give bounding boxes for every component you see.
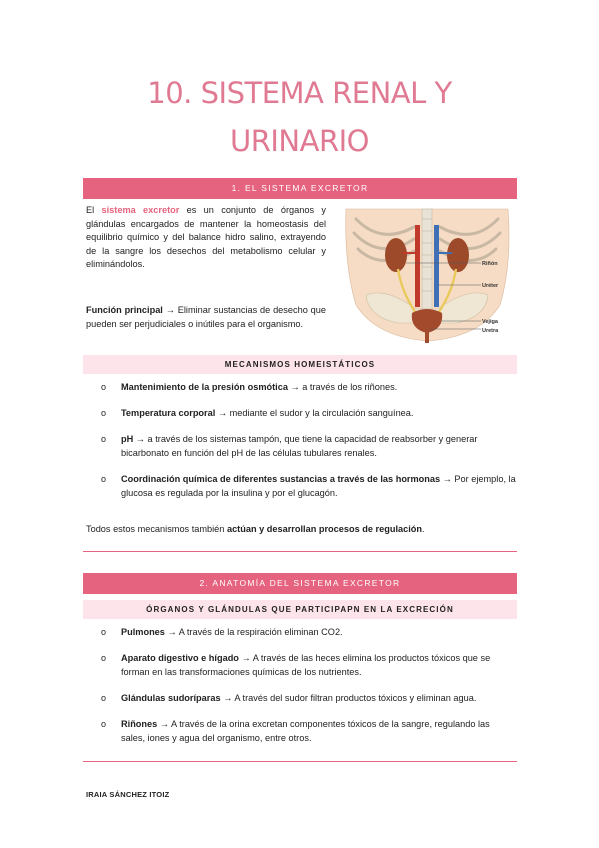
organ-text: → A través de la orina excretan componentes tóxicos de la sangre, regulando las sales, iones y agua del organismo, entre otros.: [121, 719, 490, 743]
function-label: Función principal: [86, 305, 163, 315]
author-footer: IRAIA SÁNCHEZ ITOIZ: [86, 790, 170, 799]
intro-paragraph: [86, 204, 326, 272]
section2-banner: 2. ANATOMÍA DEL SISTEMA EXCRETOR: [83, 573, 517, 594]
closing-paragraph: [86, 523, 516, 537]
bullet-icon: o: [101, 474, 107, 484]
organ-text: → A través de la respiración eliminan CO2.: [164, 627, 343, 637]
organ-item: [86, 718, 516, 745]
organ-item: [86, 692, 516, 706]
intro-post: es un conjunto de órganos y glándulas encargados de mantener la homeostasis del equilibrio químico y del balance hidro salino, extrayendo de la sangre los desechos del metabolismo celular y eliminándolos.: [86, 205, 326, 270]
page-title-line1: 10. SISTEMA RENAL Y: [147, 76, 452, 110]
mechanism-item: [86, 407, 516, 421]
function-paragraph: [86, 304, 326, 331]
mechanism-item: [86, 473, 516, 500]
intro-pre: El: [86, 205, 102, 215]
mechanism-text: → Por ejemplo, la glucosa es regulada por la insulina y por el glucagón.: [121, 474, 516, 498]
mechanisms-header: MECANISMOS HOMEISTÁTICOS: [83, 355, 517, 374]
bullet-icon: o: [101, 719, 107, 729]
bullet-icon: o: [101, 627, 107, 637]
organs-header: ÓRGANOS Y GLÁNDULAS QUE PARTICIPAPN EN LA EXCRECIÓN: [83, 600, 517, 619]
organ-text: → A través de las heces elimina los productos tóxicos que se forman en las transformaciones químicas de los nutrientes.: [121, 653, 491, 677]
divider: [83, 551, 517, 552]
organ-bold: Glándulas sudoríparas: [121, 693, 221, 703]
closing-post: .: [422, 524, 425, 534]
section1-banner: 1. EL SISTEMA EXCRETOR: [83, 178, 517, 199]
urethra-label: Uretra: [482, 328, 499, 334]
function-text: → Eliminar sustancias de desecho que pueden ser perjudiciales o inútiles para el organismo.: [86, 305, 326, 329]
excretory-system-illustration: [336, 205, 518, 343]
divider: [83, 761, 517, 762]
bullet-icon: o: [101, 693, 107, 703]
page-title-line2: URINARIO: [230, 124, 369, 158]
bullet-icon: o: [101, 434, 107, 444]
bullet-icon: o: [101, 382, 107, 392]
mechanism-bold: Temperatura corporal: [121, 408, 216, 418]
organ-text: → A través del sudor filtran productos tóxicos y eliminan agua.: [220, 693, 477, 703]
bladder-label: Vejiga: [482, 319, 498, 325]
ureter-label: Uréter: [482, 283, 499, 289]
mechanism-bold: pH: [121, 434, 134, 444]
mechanism-item: [86, 381, 516, 395]
mechanism-item: [86, 433, 516, 460]
organ-item: [86, 626, 516, 640]
organ-bold: Aparato digestivo e hígado: [121, 653, 239, 663]
mechanism-bold: Coordinación química de diferentes sustancias a través de las hormonas: [121, 474, 441, 484]
mechanism-text: → mediante el sudor y la circulación sanguínea.: [215, 408, 414, 418]
closing-pre: Todos estos mecanismos también: [86, 524, 227, 534]
organ-item: [86, 652, 516, 679]
mechanism-text: → a través de los riñones.: [287, 382, 398, 392]
organ-bold: Riñones: [121, 719, 158, 729]
kidney-label: Riñón: [482, 261, 498, 267]
closing-bold: actúan y desarrollan procesos de regulación: [226, 524, 422, 534]
intro-highlight: sistema excretor: [101, 205, 180, 215]
bullet-icon: o: [101, 653, 107, 663]
mechanism-text: → a través de los sistemas tampón, que tiene la capacidad de reabsorber y generar bicarbonato en función del pH de las células tubulares renales.: [121, 434, 478, 458]
organ-bold: Pulmones: [121, 627, 165, 637]
bullet-icon: o: [101, 408, 107, 418]
mechanism-bold: Mantenimiento de la presión osmótica: [121, 382, 288, 392]
